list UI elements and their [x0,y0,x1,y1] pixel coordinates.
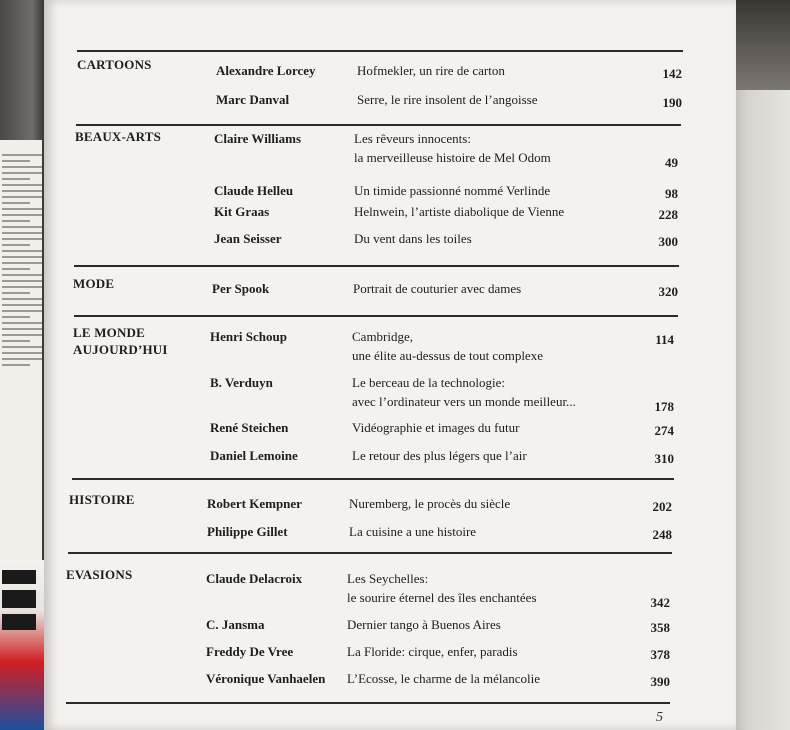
entry-author: B. Verduyn [210,375,273,390]
entry-page-number[interactable]: 202 [652,499,672,514]
entry-title: Helnwein, l’artiste diabolique de Vienne [354,204,565,219]
entry-title: Le retour des plus légers que l’air [352,448,527,463]
section-divider [74,265,679,267]
entry-author: Claude Helleu [214,183,294,198]
section-heading: CARTOONS [77,57,152,72]
entry-author: Henri Schoup [210,329,287,344]
entry-title: Un timide passionné nommé Verlinde [354,183,551,198]
entry-page-number[interactable]: 342 [650,595,670,610]
section-heading: LE MONDE [73,325,146,340]
entry-author: Marc Danval [216,92,290,107]
adjacent-magazine-logo [0,560,44,730]
section-divider [74,315,678,317]
entry-page-number[interactable]: 114 [655,332,674,347]
section-heading: MODE [73,276,115,291]
entry-author: Philippe Gillet [207,524,288,539]
entry-author: C. Jansma [206,617,265,632]
entry-author: Per Spook [212,281,270,296]
entry-author: Claude Delacroix [206,571,303,586]
entry-author: Robert Kempner [207,496,302,511]
entry-page-number[interactable]: 274 [654,423,674,438]
entry-page-number[interactable]: 390 [650,674,670,689]
entry-author: Freddy De Vree [206,644,294,659]
page-number: 5 [656,710,663,725]
entry-title: Le berceau de la technologie: [352,375,506,390]
background-shadow [735,0,790,90]
section-heading: HISTOIRE [69,492,135,507]
entry-page-number[interactable]: 358 [650,620,670,635]
entry-page-number[interactable]: 190 [662,95,682,110]
section-heading: EVASIONS [66,567,133,582]
section-divider [77,50,683,52]
entry-page-number[interactable]: 49 [665,155,678,170]
entry-title: Cambridge, [352,329,414,344]
entry-page-number[interactable]: 300 [658,234,678,249]
entry-author: Alexandre Lorcey [216,63,316,78]
adjacent-magazine-text-lines [2,150,42,370]
entry-title: la merveilleuse histoire de Mel Odom [354,150,551,165]
entry-title: le sourire éternel des îles enchantées [347,590,537,605]
entry-page-number[interactable]: 98 [665,186,678,201]
entry-title: une élite au-dessus de tout complexe [352,348,543,363]
entry-title: Portrait de couturier avec dames [353,281,522,296]
section-divider [68,552,672,554]
entry-title: Les Seychelles: [347,571,429,586]
entry-title: Dernier tango à Buenos Aires [347,617,501,632]
entry-page-number[interactable]: 178 [654,399,674,414]
entry-page-number[interactable]: 228 [658,207,678,222]
entry-author: Claire Williams [214,131,302,146]
entry-page-number[interactable]: 248 [652,527,672,542]
adjacent-magazine [0,0,46,730]
entry-author: René Steichen [210,420,289,435]
entry-author: Kit Graas [214,204,270,219]
table-of-contents-page [44,0,736,730]
entry-author: Daniel Lemoine [210,448,298,463]
entry-page-number[interactable]: 320 [658,284,678,299]
entry-title: Nuremberg, le procès du siècle [349,496,511,511]
entry-title: Vidéographie et images du futur [352,420,520,435]
section-divider [76,124,681,126]
entry-title: Du vent dans les toiles [354,231,472,246]
entry-author: Véronique Vanhaelen [206,671,326,686]
entry-title: La cuisine a une histoire [349,524,477,539]
entry-page-number[interactable]: 142 [662,66,682,81]
section-divider [66,702,670,704]
entry-title: Serre, le rire insolent de l’angoisse [357,92,538,107]
section-heading: BEAUX-ARTS [75,129,162,144]
entry-title: avec l’ordinateur vers un monde meilleur... [352,394,576,409]
entry-title: Hofmekler, un rire de carton [357,63,505,78]
section-divider [72,478,674,480]
entry-title: Les rêveurs innocents: [354,131,471,146]
entry-page-number[interactable]: 378 [650,647,670,662]
adjacent-magazine-ad [0,140,42,560]
entry-title: L’Ecosse, le charme de la mélancolie [347,671,540,686]
entry-author: Jean Seisser [214,231,282,246]
background-surface [730,0,790,730]
section-heading: AUJOURD’HUI [73,342,168,357]
entry-title: La Floride: cirque, enfer, paradis [347,644,518,659]
entry-page-number[interactable]: 310 [654,451,674,466]
